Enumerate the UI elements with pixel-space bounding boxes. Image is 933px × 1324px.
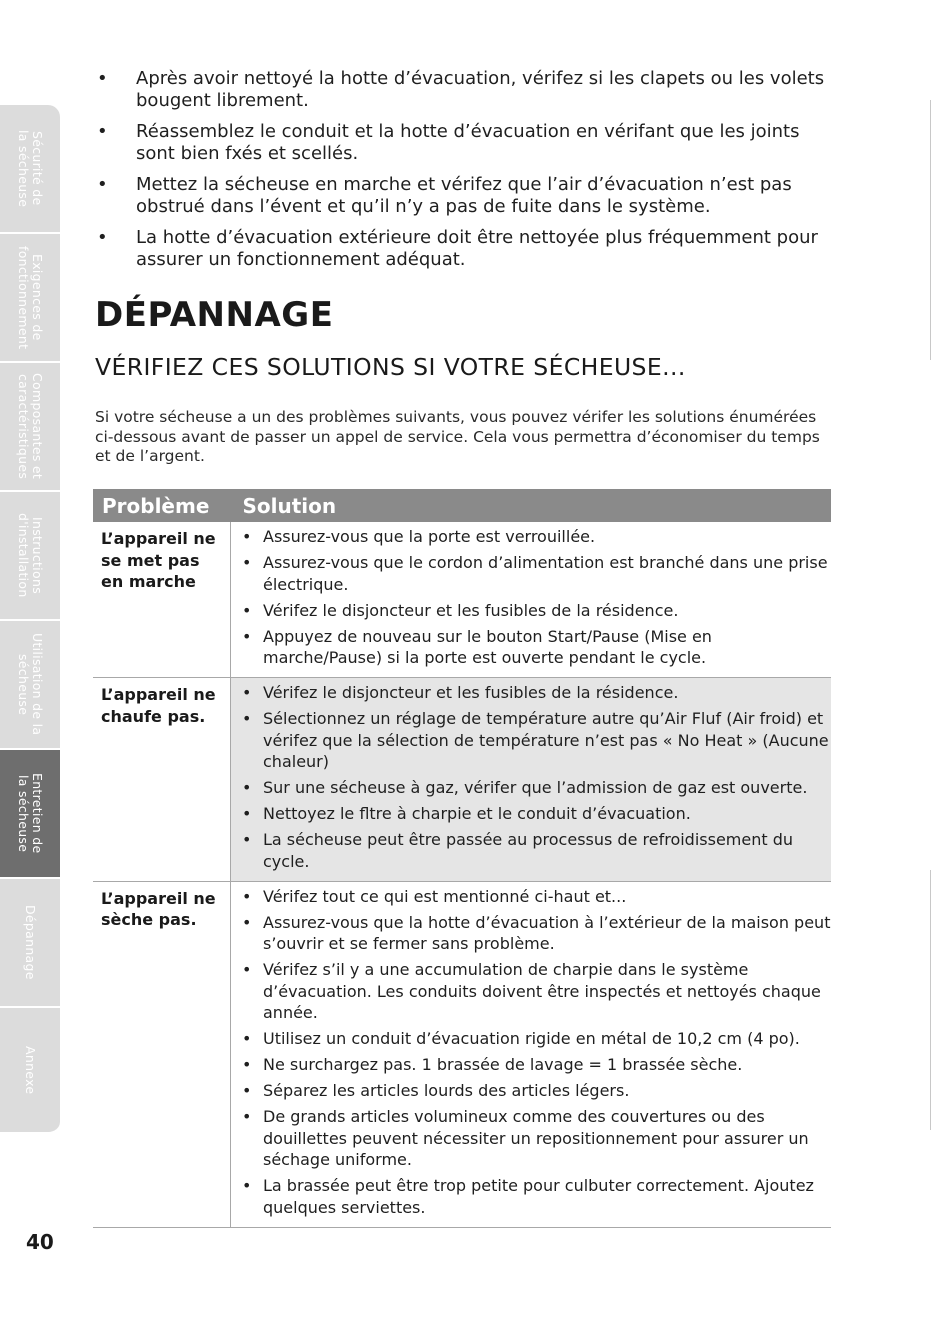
bullet-icon: • [242, 1029, 252, 1048]
solution-text: Séparez les articles lourds des articles légers. [263, 1081, 630, 1100]
side-tab-label: Exigences de fonctionnement [16, 245, 45, 350]
side-tab-annexe[interactable] [0, 1008, 60, 1134]
problem-cell: L’appareil ne se met pas en marche [93, 522, 231, 678]
page-title: DÉPANNAGE [95, 295, 334, 335]
side-tab-composantes[interactable] [0, 363, 60, 492]
solution-text: Utilisez un conduit d’évacuation rigide en métal de 10,2 cm (4 po). [263, 1029, 800, 1048]
main-content [95, 68, 840, 467]
side-tab-label: Utilisation de la sécheuse [16, 633, 45, 736]
bullet-icon: • [242, 804, 252, 823]
solution-text: Assurez-vous que la porte est verrouillée. [263, 527, 596, 546]
list-item [240, 1106, 831, 1171]
bullet-icon: • [242, 527, 252, 546]
problem-cell: L’appareil ne chaufe pas. [93, 678, 231, 882]
side-tab-label: Dépannage [23, 905, 38, 980]
side-tab-label: Sécurité de la sécheuse [16, 129, 45, 208]
list-item [95, 227, 840, 271]
solution-text: La brassée peut être trop petite pour culbuter correctement. Ajoutez quelques serviettes. [263, 1176, 814, 1217]
side-tab-label: Entretien de la sécheuse [16, 773, 45, 854]
side-tab-exigences[interactable] [0, 234, 60, 363]
solution-text: Sélectionnez un réglage de température autre qu’Air Fluf (Air froid) et vérifez que la sélection de température n’est pas « No Heat » (Aucune chaleur) [263, 709, 829, 771]
column-header-solution: Solution [231, 489, 832, 522]
bullet-icon: • [242, 1081, 252, 1100]
table-row [93, 881, 831, 1227]
list-item-text: Réassemblez le conduit et la hotte d’évacuation en vérifant que les joints sont bien fxés et scellés. [136, 121, 800, 164]
solution-text: La sécheuse peut être passée au processus de refroidissement du cycle. [263, 830, 794, 871]
section-subtitle: VÉRIFIEZ CES SOLUTIONS SI VOTRE SÉCHEUSE... [95, 353, 686, 381]
solution-text: De grands articles volumineux comme des couvertures ou des douillettes peuvent nécessiter un repositionnement pour assurer un séchage uniforme. [263, 1107, 809, 1169]
list-item [240, 1028, 831, 1050]
bullet-icon: • [242, 1107, 252, 1126]
bullet-icon: • [97, 174, 108, 195]
list-item [240, 708, 831, 773]
troubleshooting-table [93, 489, 831, 1228]
side-tab-entretien[interactable] [0, 750, 60, 879]
solution-text: Nettoyez le fltre à charpie et le conduit d’évacuation. [263, 804, 691, 823]
solution-cell [231, 522, 832, 678]
table-row [93, 522, 831, 678]
solution-text: Vérifez le disjoncteur et les fusibles de la résidence. [263, 600, 679, 620]
list-item-text: Après avoir nettoyé la hotte d’évacuation, vérifez si les clapets ou les volets bougent librement. [136, 68, 825, 111]
bullet-icon: • [242, 553, 252, 572]
list-item [240, 886, 831, 908]
bullet-icon: • [242, 1176, 252, 1195]
solution-list [240, 682, 831, 872]
list-item [240, 600, 831, 622]
table-header-row [93, 489, 831, 522]
list-item [240, 803, 831, 825]
solution-list [240, 886, 831, 1219]
list-item [240, 526, 831, 548]
list-item [240, 682, 831, 704]
bullet-icon: • [242, 600, 252, 620]
bullet-icon: • [242, 778, 252, 797]
intro-bullet-list [95, 68, 840, 271]
list-item-text: La hotte d’évacuation extérieure doit être nettoyée plus fréquemment pour assurer un fonctionnement adéquat. [136, 227, 818, 270]
list-item [240, 552, 831, 595]
solution-text: Vérifez le disjoncteur et les fusibles de la résidence. [263, 683, 679, 702]
side-tab-depannage[interactable] [0, 879, 60, 1008]
bullet-icon: • [242, 912, 252, 932]
list-item [240, 626, 831, 669]
side-tab-label: Composantes et caractéristiques [16, 373, 45, 480]
list-item [95, 121, 840, 165]
list-item [240, 1080, 831, 1102]
bullet-icon: • [97, 68, 108, 89]
solution-list [240, 526, 831, 669]
list-item [240, 959, 831, 1024]
side-tab-label: Instructions d'installation [16, 513, 45, 598]
side-tab-instructions[interactable] [0, 492, 60, 621]
solution-text: Appuyez de nouveau sur le bouton Start/Pause (Mise en marche/Pause) si la porte est ouverte pendant le cycle. [263, 626, 712, 667]
list-item [240, 912, 831, 955]
page-number: 40 [26, 1230, 54, 1254]
bullet-icon: • [242, 1055, 252, 1074]
list-item [95, 68, 840, 112]
bullet-icon: • [242, 626, 252, 646]
margin-rule [930, 870, 931, 1130]
solution-cell [231, 881, 832, 1227]
bullet-icon: • [242, 709, 252, 728]
bullet-icon: • [242, 960, 252, 979]
solution-text: Vérifez tout ce qui est mentionné ci-haut et... [263, 886, 627, 906]
side-tab-securite[interactable] [0, 105, 60, 234]
intro-paragraph: Si votre sécheuse a un des problèmes suivants, vous pouvez vérifer les solutions énumérées ci-dessous avant de passer un appel de service. Cela vous permettra d’économiser du temps et de l’argent. [95, 408, 820, 465]
bullet-icon: • [97, 121, 108, 142]
column-header-problem: Problème [93, 489, 231, 522]
bullet-icon: • [242, 683, 252, 702]
solution-text: Vérifez s’il y a une accumulation de charpie dans le système d’évacuation. Les conduits doivent être inspectés et nettoyés chaque année. [263, 960, 821, 1022]
list-item [240, 1054, 831, 1076]
solution-text: Sur une sécheuse à gaz, vérifer que l’admission de gaz est ouverte. [263, 778, 808, 797]
list-item-text: Mettez la sécheuse en marche et vérifez que l’air d’évacuation n’est pas obstrué dans l’évent et qu’il n’y a pas de fuite dans le système. [136, 174, 792, 217]
list-item [95, 174, 840, 218]
table-row [93, 678, 831, 882]
margin-rule [930, 100, 931, 360]
side-tab-utilisation[interactable] [0, 621, 60, 750]
problem-cell: L’appareil ne sèche pas. [93, 881, 231, 1227]
bullet-icon: • [242, 886, 252, 906]
solution-text: Ne surchargez pas. 1 brassée de lavage = 1 brassée sèche. [263, 1055, 743, 1074]
side-tab-label: Annexe [23, 1045, 38, 1095]
list-item [240, 1175, 831, 1218]
solution-text: Assurez-vous que la hotte d’évacuation à l’extérieur de la maison peut s’ouvrir et se fermer sans problème. [263, 912, 831, 953]
list-item [240, 829, 831, 872]
bullet-icon: • [242, 830, 252, 849]
solution-cell [231, 678, 832, 882]
list-item [240, 777, 831, 799]
bullet-icon: • [97, 227, 108, 248]
solution-text: Assurez-vous que le cordon d’alimentation est branché dans une prise électrique. [263, 553, 828, 594]
